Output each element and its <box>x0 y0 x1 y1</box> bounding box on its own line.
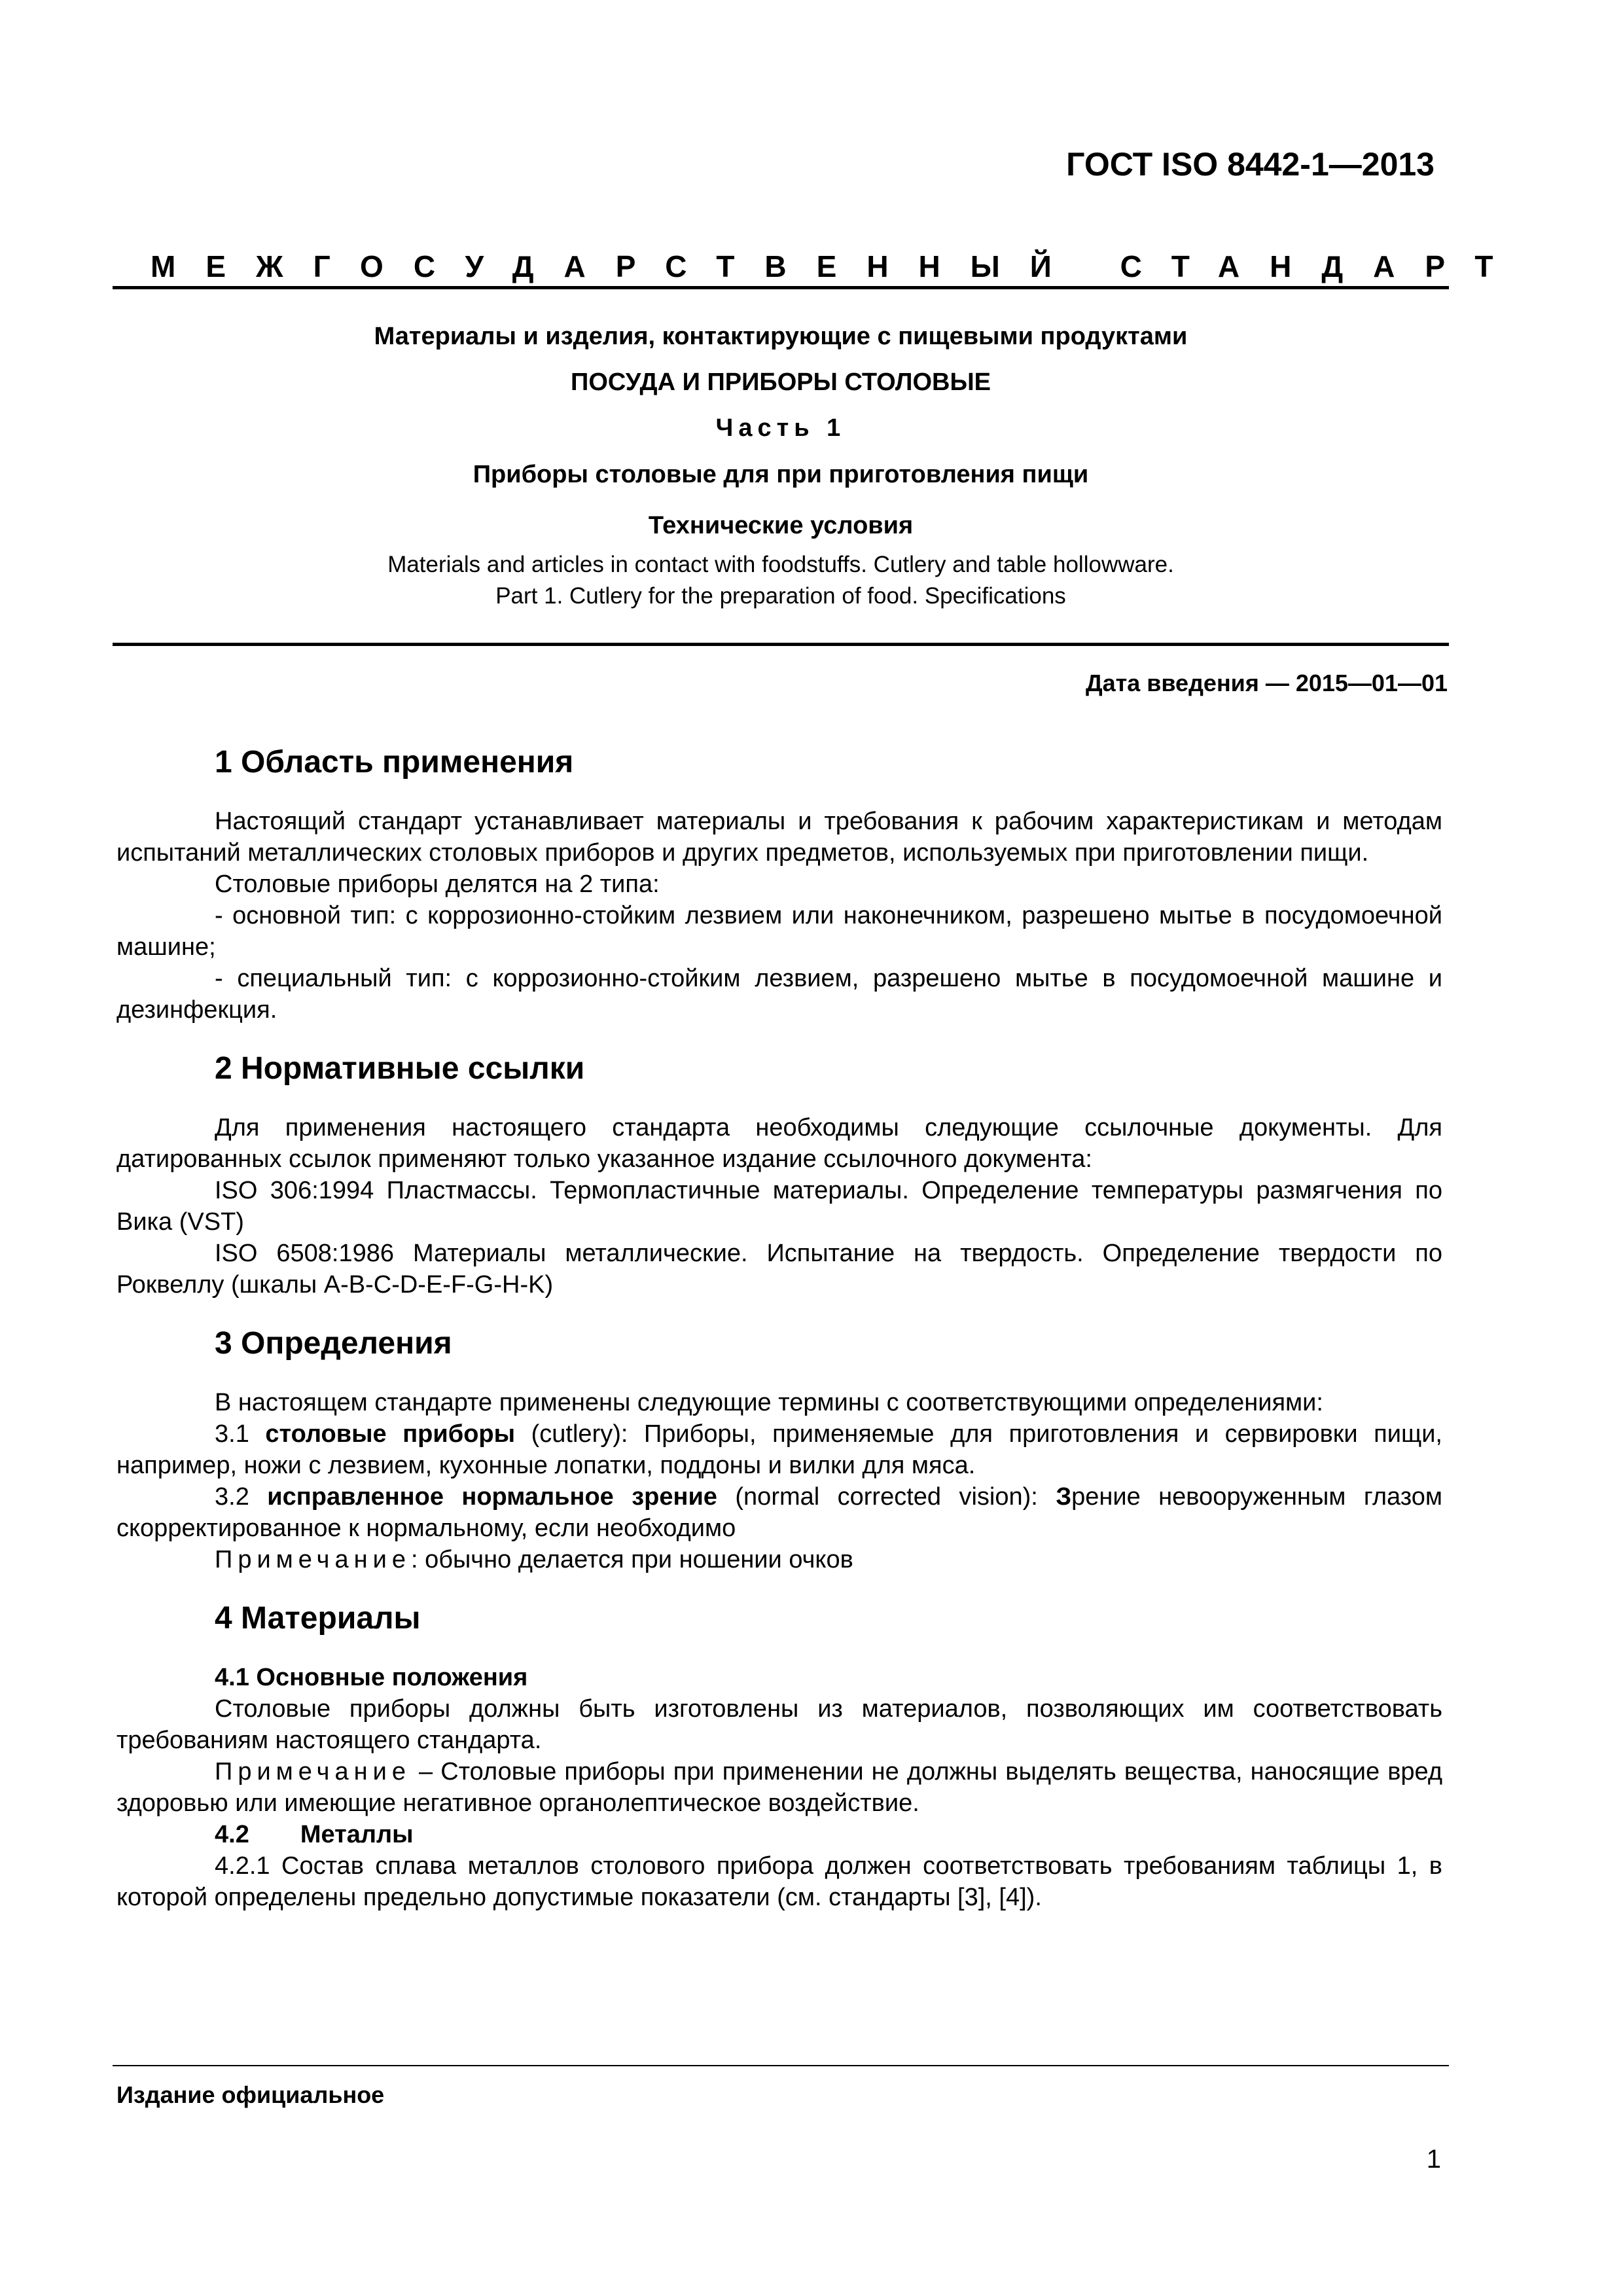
paragraph: В настоящем стандарте применены следующие термины с соответствующими определениями: <box>215 1389 1323 1416</box>
definition-english: (normal corrected vision): <box>735 1483 1038 1511</box>
footer-rule <box>113 2065 1449 2066</box>
official-publication-label: Издание официальное <box>116 2081 385 2108</box>
title-line-1: Материалы и изделия, контактирующие с пищевыми продуктами <box>374 323 1188 350</box>
definition-bold-letter: З <box>1056 1483 1072 1511</box>
english-title-1: Materials and articles in contact with foodstuffs. Cutlery and table hollowware. <box>387 552 1174 577</box>
note-text: – Столовые приборы при применении не должны выделять вещества, наносящие вред здоровью или имеющие негативное органолептическое воздействие. <box>116 1758 1442 1817</box>
reference-item: ISO 6508:1986 Материалы металлические. Испытание на твердость. Определение твердости по Роквеллу (шкалы A-B-C-D-E-F-G-H-K) <box>116 1240 1442 1299</box>
section-2 <box>116 1049 1442 1300</box>
document-code: ГОСТ ISO 8442-1—2013 <box>1066 146 1435 183</box>
definition-3-1 <box>116 1418 1442 1481</box>
header-rule <box>113 286 1449 289</box>
title-line-2: ПОСУДА И ПРИБОРЫ СТОЛОВЫЕ <box>571 368 991 396</box>
paragraph: Для применения настоящего стандарта необходимы следующие ссылочные документы. Для датированных ссылок применяют только указанное издание ссылочного документа: <box>116 1114 1442 1173</box>
definition-number: 3.1 <box>215 1420 249 1448</box>
paragraph: 4.2.1 Состав сплава металлов столового прибора должен соответствовать требованиям таблицы 1, в которой определены предельно допустимые показатели (см. стандарты [3], [4]). <box>116 1852 1442 1911</box>
note-text: : обычно делается при ношении очков <box>410 1546 853 1573</box>
section-heading: 3 Определения <box>215 1326 452 1361</box>
note-label: Примечание <box>215 1758 411 1785</box>
subsection-number: 4.2 <box>215 1821 249 1848</box>
note <box>116 1544 1442 1575</box>
paragraph: - специальный тип: с коррозионно-стойким лезвием, разрешено мытье в посудомоечной машине и дезинфекция. <box>116 965 1442 1024</box>
reference-item: ISO 306:1994 Пластмассы. Термопластичные материалы. Определение температуры размягчения по Вика (VST) <box>116 1177 1442 1236</box>
paragraph: Столовые приборы делятся на 2 типа: <box>215 870 660 898</box>
interstate-standard-label: МЕЖГОСУДАРСТВЕННЫЙ СТАНДАРТ <box>151 249 1524 283</box>
definition-number: 3.2 <box>215 1483 249 1511</box>
paragraph: Настоящий стандарт устанавливает материалы и требования к рабочим характеристикам и методам испытаний металлических столовых приборов и других предметов, используемых при приготовлении пищи. <box>116 808 1442 867</box>
paragraph: Столовые приборы должны быть изготовлены из материалов, позволяющих им соответствовать требованиям настоящего стандарта. <box>116 1695 1442 1754</box>
definition-term: исправленное нормальное зрение <box>267 1483 717 1511</box>
title-line-4: Приборы столовые для при приготовления пищи <box>473 461 1089 488</box>
note <box>116 1756 1442 1819</box>
section-1 <box>116 743 1442 1026</box>
section-4 <box>116 1599 1442 1913</box>
definition-text: (cutlery): Приборы, применяемые для приготовления и сервировки пищи, например, ножи с лезвием, кухонные лопатки, поддоны и вилки для мяса. <box>116 1420 1442 1479</box>
subsection-heading: 4.1 Основные положения <box>215 1664 528 1691</box>
note-label: Примечание <box>215 1546 411 1573</box>
section-heading: 4 Материалы <box>215 1601 421 1636</box>
section-heading: 2 Нормативные ссылки <box>215 1051 585 1086</box>
document-body <box>116 743 1442 1913</box>
page-number: 1 <box>1426 2145 1441 2174</box>
paragraph: - основной тип: с коррозионно-стойким лезвием или наконечником, разрешено мытье в посудомоечной машине; <box>116 902 1442 961</box>
introduction-date: Дата введения — 2015—01—01 <box>1085 670 1448 696</box>
title-line-5: Технические условия <box>648 512 914 539</box>
section-3 <box>116 1324 1442 1575</box>
subsection-heading-metals <box>215 1819 1442 1850</box>
english-title-2: Part 1. Cutlery for the preparation of food. Specifications <box>495 583 1066 609</box>
section-heading: 1 Область применения <box>215 745 574 780</box>
definition-term: столовые приборы <box>265 1420 516 1448</box>
definition-text: рение невооруженным глазом скорректированное к нормальному, если необходимо <box>116 1483 1443 1542</box>
title-part: Часть 1 <box>715 414 846 442</box>
subsection-title: Металлы <box>300 1821 414 1848</box>
definition-3-2 <box>116 1481 1442 1544</box>
title-rule <box>113 643 1449 646</box>
